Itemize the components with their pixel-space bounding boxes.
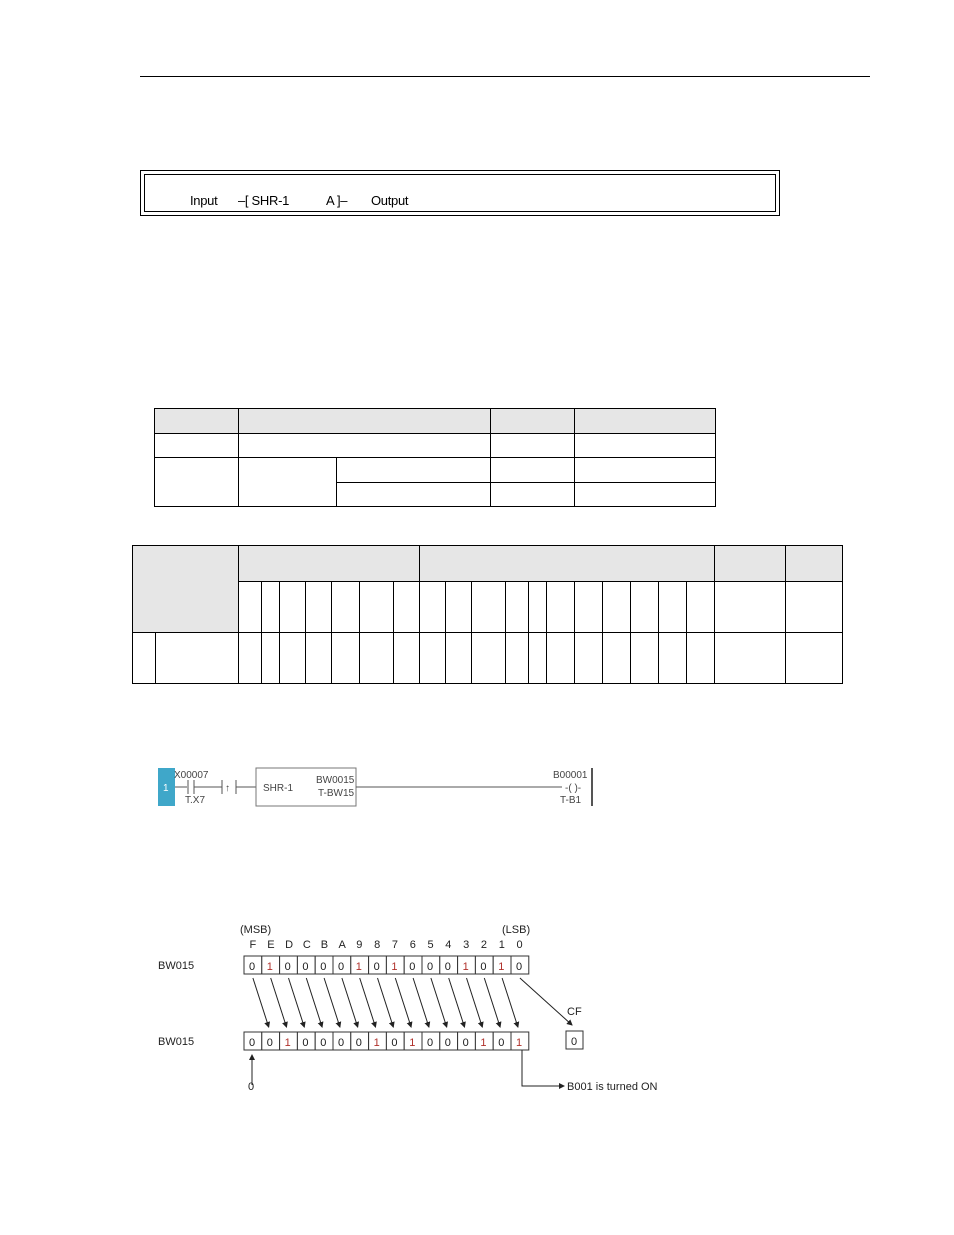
msb-label: (MSB) bbox=[240, 924, 272, 936]
before-register-label: BW015 bbox=[158, 960, 195, 972]
shift-arrow bbox=[360, 978, 376, 1027]
lsb-label: (LSB) bbox=[502, 924, 531, 936]
bit-index-label: A bbox=[338, 939, 346, 951]
operand-address: BW0015 bbox=[316, 775, 355, 786]
table-row bbox=[155, 409, 716, 434]
shift-arrow bbox=[324, 978, 340, 1027]
bit-index-label: 5 bbox=[427, 939, 434, 951]
operand-table bbox=[154, 408, 716, 507]
bit-value: 1 bbox=[409, 1037, 416, 1049]
bit-index-label: E bbox=[267, 939, 275, 951]
bit-index-label: F bbox=[249, 939, 257, 951]
bit-value: 0 bbox=[284, 961, 291, 973]
bit-value: 1 bbox=[498, 961, 505, 973]
bit-value: 0 bbox=[373, 961, 380, 973]
bit-value: 0 bbox=[266, 1037, 273, 1049]
bit-value: 0 bbox=[249, 961, 256, 973]
table-row bbox=[133, 546, 843, 582]
table-row bbox=[133, 633, 843, 684]
bit-value: 1 bbox=[391, 961, 398, 973]
bit-value: 1 bbox=[355, 961, 362, 973]
after-register bbox=[244, 1032, 529, 1050]
bit-value: 1 bbox=[284, 1037, 291, 1049]
bit-value: 0 bbox=[338, 1037, 345, 1049]
shift-arrow bbox=[342, 978, 358, 1027]
bit-value: 0 bbox=[302, 961, 309, 973]
bit-index-label: 9 bbox=[356, 939, 363, 951]
result-note: B001 is turned ON bbox=[567, 1081, 658, 1093]
carry-arrow bbox=[520, 978, 572, 1025]
format-operand: A ]– bbox=[326, 193, 348, 208]
shift-arrow bbox=[253, 978, 269, 1027]
bit-value: 0 bbox=[427, 1037, 434, 1049]
shift-arrow bbox=[413, 978, 429, 1027]
bit-value: 0 bbox=[302, 1037, 309, 1049]
bit-value: 1 bbox=[480, 1037, 487, 1049]
shift-arrow bbox=[449, 978, 465, 1027]
bit-index-label: D bbox=[285, 939, 294, 951]
contact-address: X00007 bbox=[174, 770, 209, 781]
bit-value: 1 bbox=[516, 1037, 523, 1049]
device-table bbox=[132, 545, 843, 684]
bit-value: 0 bbox=[409, 961, 416, 973]
shift-diagram bbox=[150, 915, 710, 1105]
bit-value: 0 bbox=[480, 961, 487, 973]
bit-index-label: B bbox=[320, 939, 329, 951]
shift-arrow bbox=[467, 978, 483, 1027]
bit-value: 0 bbox=[320, 961, 327, 973]
shift-arrows bbox=[253, 978, 572, 1027]
bit-index-labels bbox=[250, 939, 523, 951]
bit-value: 0 bbox=[462, 1037, 469, 1049]
bit-index-label: 6 bbox=[409, 939, 416, 951]
shift-arrow bbox=[271, 978, 287, 1027]
shift-arrow bbox=[484, 978, 500, 1027]
bit-index-label: 1 bbox=[498, 939, 505, 951]
ladder-diagram bbox=[150, 760, 610, 814]
shift-arrow bbox=[289, 978, 305, 1027]
bit-value: 0 bbox=[338, 961, 345, 973]
shift-arrow bbox=[431, 978, 447, 1027]
result-arrow bbox=[522, 1050, 564, 1086]
bit-value: 0 bbox=[516, 961, 523, 973]
instruction-format-inner bbox=[144, 174, 776, 212]
rung-number: 1 bbox=[163, 783, 169, 794]
edge-symbol: ↑ bbox=[225, 783, 230, 794]
bit-index-label: C bbox=[302, 939, 311, 951]
shift-arrow bbox=[378, 978, 394, 1027]
instruction-name: SHR-1 bbox=[263, 783, 294, 794]
before-register bbox=[244, 956, 529, 974]
operand-tag: T-BW15 bbox=[318, 788, 355, 799]
after-register-label: BW015 bbox=[158, 1036, 195, 1048]
bit-value: 0 bbox=[320, 1037, 327, 1049]
bit-index-label: 7 bbox=[391, 939, 399, 951]
bit-value: 1 bbox=[266, 961, 273, 973]
bit-value: 0 bbox=[444, 961, 451, 973]
coil-icon: -( )- bbox=[565, 783, 582, 794]
coil-tag: T-B1 bbox=[560, 795, 582, 806]
shift-arrow bbox=[306, 978, 322, 1027]
instruction-format-box bbox=[140, 170, 780, 216]
bit-index-label: 2 bbox=[480, 939, 488, 951]
format-input-label: Input bbox=[190, 193, 218, 208]
bit-value: 1 bbox=[462, 961, 469, 973]
bit-index-label: 3 bbox=[463, 939, 470, 951]
shift-in-value: 0 bbox=[248, 1081, 255, 1093]
bit-value: 0 bbox=[249, 1037, 256, 1049]
coil-address: B00001 bbox=[553, 770, 588, 781]
bit-index-label: 8 bbox=[374, 939, 381, 951]
header-rule bbox=[140, 76, 870, 77]
table-row bbox=[133, 582, 843, 633]
bit-index-label: 4 bbox=[445, 939, 452, 951]
format-instruction: –[ SHR-1 bbox=[238, 193, 290, 208]
carry-flag-label: CF bbox=[567, 1006, 582, 1018]
bit-value: 0 bbox=[355, 1037, 362, 1049]
bit-index-label: 0 bbox=[516, 939, 523, 951]
table-row bbox=[155, 458, 716, 483]
shift-arrow bbox=[395, 978, 411, 1027]
bit-value: 0 bbox=[498, 1037, 505, 1049]
bit-value: 1 bbox=[373, 1037, 380, 1049]
format-output-label: Output bbox=[371, 193, 409, 208]
bit-value: 0 bbox=[391, 1037, 398, 1049]
bit-value: 0 bbox=[427, 961, 434, 973]
bit-value: 0 bbox=[444, 1037, 451, 1049]
carry-flag-value: 0 bbox=[571, 1036, 578, 1048]
shift-arrow bbox=[502, 978, 518, 1027]
table-row bbox=[155, 434, 716, 458]
contact-tag: T.X7 bbox=[185, 795, 206, 806]
